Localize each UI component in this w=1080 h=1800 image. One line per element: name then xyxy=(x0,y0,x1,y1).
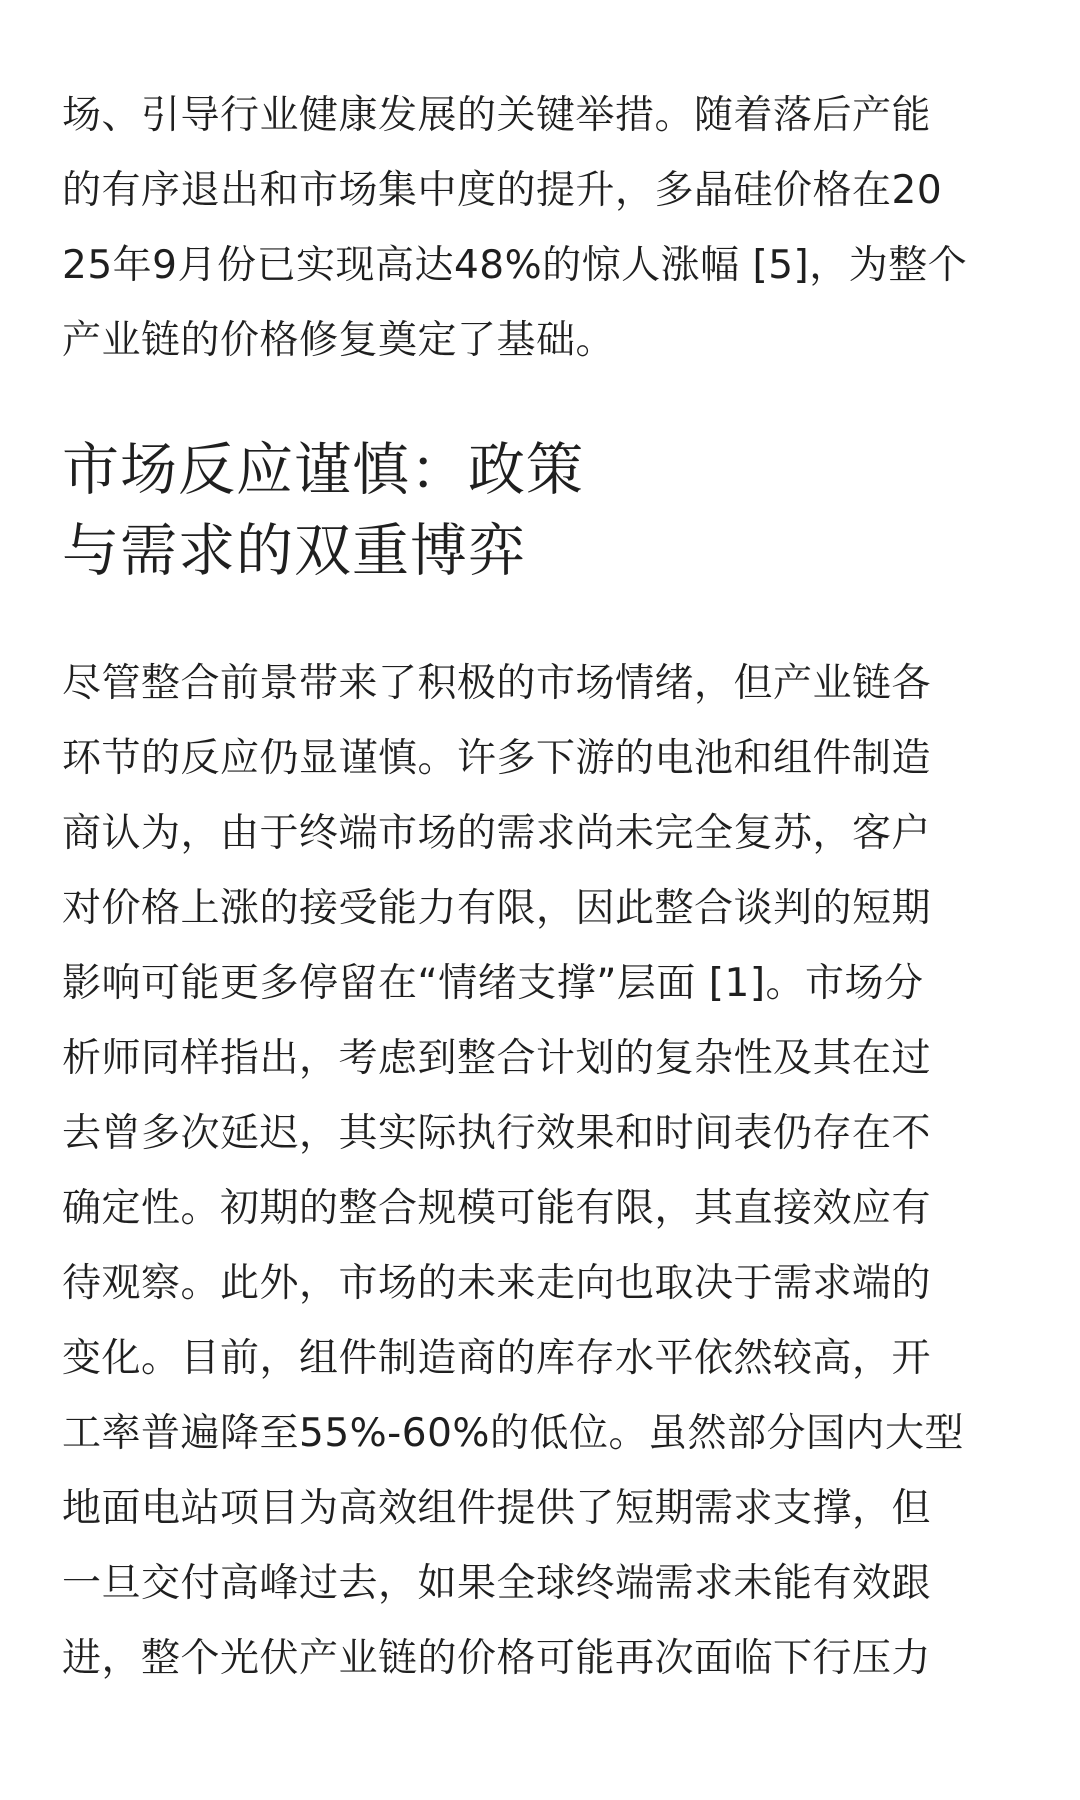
paragraph-line: 地面电站项目为高效组件提供了短期需求支撑，但 xyxy=(62,1486,932,1531)
paragraph-line: 进，整个光伏产业链的价格可能再次面临下行压力 xyxy=(62,1636,932,1681)
paragraph-line: 影响可能更多停留在“情绪支撑”层面 [1]。市场分 xyxy=(62,961,924,1006)
paragraph-line: 对价格上涨的接受能力有限，因此整合谈判的短期 xyxy=(62,886,932,931)
paragraph-line: 场、引导行业健康发展的关键举措。随着落后产能 xyxy=(62,93,932,138)
heading-line: 与需求的双重博弈 xyxy=(62,518,526,584)
paragraph-line: 的有序退出和市场集中度的提升，多晶硅价格在20 xyxy=(62,168,943,213)
paragraph-line: 尽管整合前景带来了积极的市场情绪，但产业链各 xyxy=(62,661,932,706)
paragraph-line: 环节的反应仍显谨慎。许多下游的电池和组件制造 xyxy=(62,736,932,781)
paragraph-line: 待观察。此外，市场的未来走向也取决于需求端的 xyxy=(62,1261,932,1306)
section-heading xyxy=(62,430,1022,592)
intro-paragraph xyxy=(62,78,1022,378)
paragraph-line: 产业链的价格修复奠定了基础。 xyxy=(62,318,616,363)
paragraph-line: 析师同样指出，考虑到整合计划的复杂性及其在过 xyxy=(62,1036,932,1081)
paragraph-line: 工率普遍降至55%-60%的低位。虽然部分国内大型 xyxy=(62,1411,964,1456)
paragraph-line: 25年9月份已实现高达48%的惊人涨幅 [5]，为整个 xyxy=(62,243,968,288)
paragraph-line: 确定性。初期的整合规模可能有限，其直接效应有 xyxy=(62,1186,932,1231)
paragraph-line: 去曾多次延迟，其实际执行效果和时间表仍存在不 xyxy=(62,1111,932,1156)
heading-line: 市场反应谨慎：政策 xyxy=(62,437,584,503)
body-paragraph xyxy=(62,646,1022,1696)
paragraph-line: 一旦交付高峰过去，如果全球终端需求未能有效跟 xyxy=(62,1561,932,1606)
article-body xyxy=(62,78,1022,1696)
paragraph-line: 商认为，由于终端市场的需求尚未完全复苏，客户 xyxy=(62,811,932,856)
paragraph-line: 变化。目前，组件制造商的库存水平依然较高，开 xyxy=(62,1336,932,1381)
